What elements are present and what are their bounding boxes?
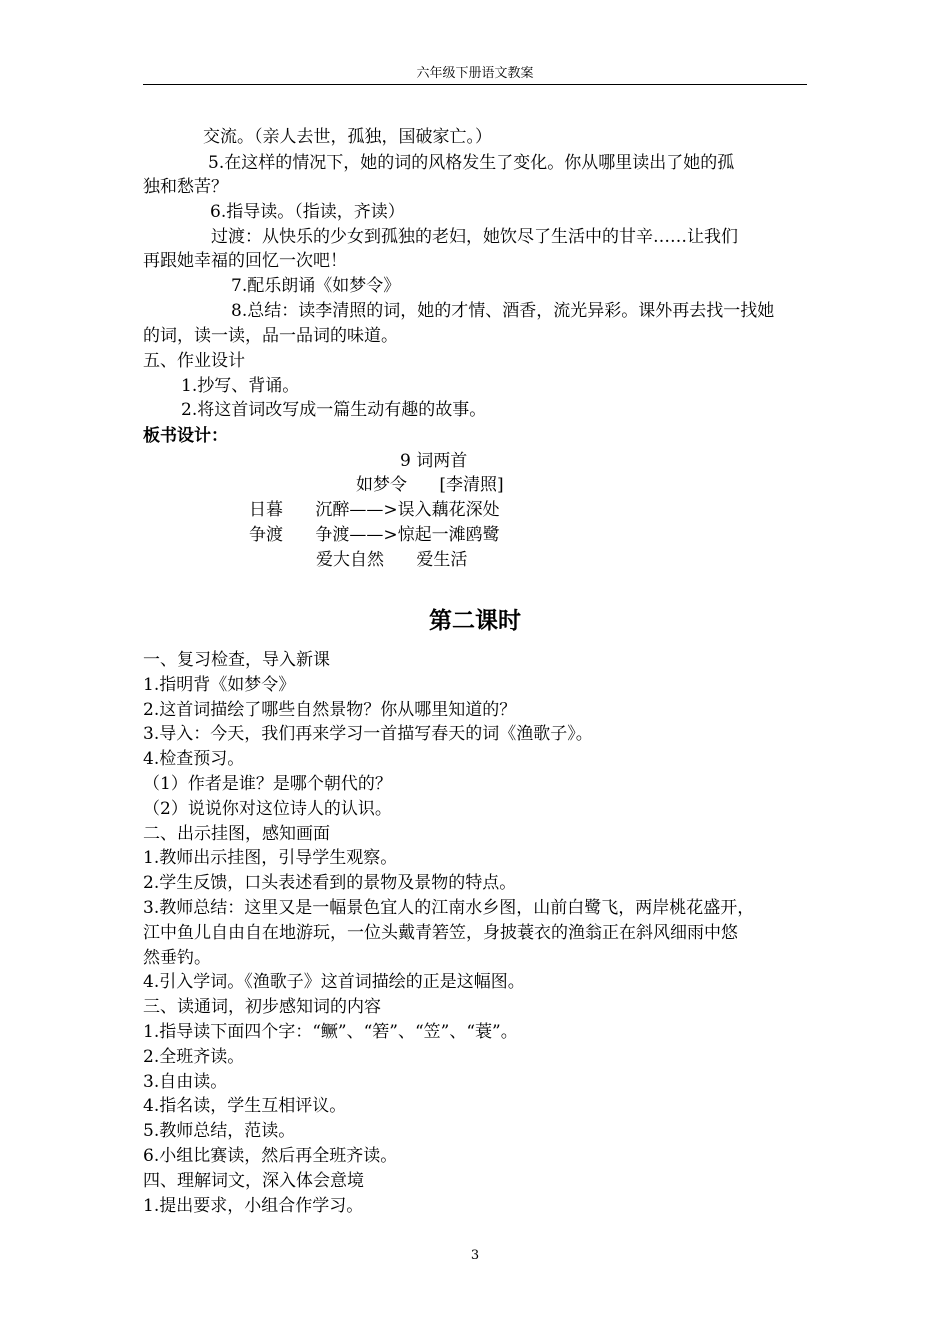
text-line: 7.配乐朗诵《如梦令》 (231, 276, 401, 296)
text-line: 1.抄写、背诵。 (181, 376, 300, 396)
section-title: 第二课时 (429, 608, 521, 634)
text-line: 江中鱼儿自由自在地游玩，一位头戴青箬笠，身披蓑衣的渔翁正在斜风细雨中悠 (143, 923, 738, 943)
text-line: 过渡：从快乐的少女到孤独的老妇，她饮尽了生活中的甘辛……让我们 (211, 227, 738, 247)
text-line: 1.指导读下面四个字：“鳜”、“箬”、“笠”、“蓑”。 (143, 1022, 518, 1042)
text-line: （2）说说你对这位诗人的认识。 (143, 799, 392, 819)
text-line: 独和愁苦？ (143, 177, 228, 197)
text-line: 5.教师总结，范读。 (143, 1121, 296, 1141)
header-rule (143, 84, 807, 85)
section-heading: 四、理解词文，深入体会意境 (143, 1171, 364, 1191)
text-line: 1.教师出示挂图，引导学生观察。 (143, 848, 398, 868)
text-line: 交流。（亲人去世，孤独，国破家亡。） (203, 127, 492, 147)
text-line: 3.导入：今天，我们再来学习一首描写春天的词《渔歌子》。 (143, 724, 593, 744)
section-heading: 三、读通词，初步感知词的内容 (143, 997, 381, 1017)
section-heading: 五、作业设计 (143, 351, 245, 371)
page-header: 六年级下册语文教案 (416, 66, 534, 81)
board-row: 爱大自然 爱生活 (316, 550, 468, 570)
board-subtitle: 如梦令 [李清照] (356, 475, 504, 495)
text-line: 2.这首词描绘了哪些自然景物？你从哪里知道的？ (143, 700, 517, 720)
text-line: 3.教师总结：这里又是一幅景色宜人的江南水乡图，山前白鹭飞，两岸桃花盛开， (143, 898, 755, 918)
page-number: 3 (470, 1248, 480, 1263)
text-line: 再跟她幸福的回忆一次吧！ (143, 251, 347, 271)
text-line: 4.检查预习。 (143, 749, 245, 769)
section-heading: 二、出示挂图，感知画面 (143, 824, 330, 844)
board-design-label: 板书设计： (143, 426, 228, 446)
text-line: 1.指明背《如梦令》 (143, 675, 296, 695)
text-line: 2.全班齐读。 (143, 1047, 245, 1067)
text-line: 6.小组比赛读，然后再全班齐读。 (143, 1146, 398, 1166)
text-line: 5.在这样的情况下，她的词的风格发生了变化。你从哪里读出了她的孤 (208, 153, 735, 173)
board-title: 9 词两首 (400, 451, 468, 471)
text-line: 然垂钓。 (143, 948, 211, 968)
text-line: 的词，读一读，品一品词的味道。 (143, 326, 398, 346)
text-line: （1）作者是谁？是哪个朝代的？ (143, 774, 392, 794)
text-line: 8.总结：读李清照的词，她的才情、酒香，流光异彩。课外再去找一找她 (231, 301, 775, 321)
text-line: 6.指导读。（指读，齐读） (210, 202, 405, 222)
text-line: 4.指名读，学生互相评议。 (143, 1096, 347, 1116)
text-line: 4.引入学词。《渔歌子》这首词描绘的正是这幅图。 (143, 972, 525, 992)
text-line: 1.提出要求，小组合作学习。 (143, 1196, 364, 1216)
text-line: 3.自由读。 (143, 1072, 228, 1092)
board-row: 日暮 沉醉——>误入藕花深处 (249, 500, 500, 520)
board-row: 争渡 争渡——>惊起一滩鸥鹭 (249, 525, 500, 545)
section-heading: 一、复习检查，导入新课 (143, 650, 330, 670)
text-line: 2.将这首词改写成一篇生动有趣的故事。 (181, 400, 487, 420)
text-line: 2.学生反馈，口头表述看到的景物及景物的特点。 (143, 873, 517, 893)
